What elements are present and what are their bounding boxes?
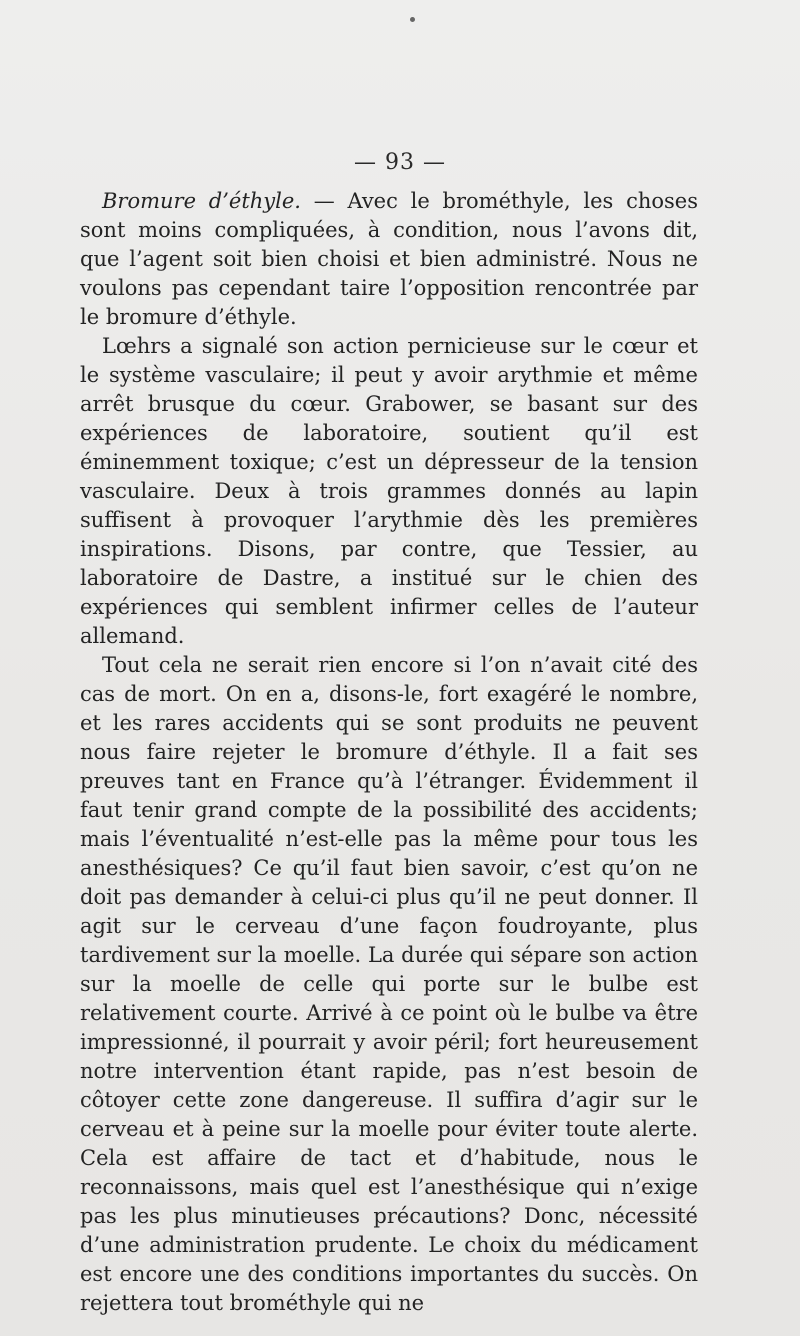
paragraph-accidents-and-precautions	[80, 651, 698, 1318]
text-block	[80, 187, 698, 1318]
paragraph-lead-title: Bromure d’éthyle.	[102, 189, 301, 213]
paragraph-lohrs-grabower	[80, 332, 698, 651]
paragraph-text: Tout cela ne serait rien encore si l’on n’avait cité des cas de mort. On en a, disons-le, fort exagéré le nombre, et les rares accidents qui se sont produits ne peuvent nous faire rejeter le bromure d’éthyle. Il a fait ses preuves tant en France qu’à l’étranger. Évidemment il faut tenir grand compte de la possibilité des accidents; mais l’éventualité n’est-elle pas la même pour tous les anesthésiques? Ce qu’il faut bien savoir, c’est qu’on ne doit pas demander à celui-ci plus qu’il ne peut donner. Il agit sur le cerveau d’une façon foudroyante, plus tardivement sur la moelle. La durée qui sépare son action sur la moelle de celle qui porte sur le bulbe est relativement courte. Arrivé à ce point où le bulbe va être impressionné, il pourrait y avoir péril; fort heureusement notre intervention étant rapide, pas n’est besoin de côtoyer cette zone dangereuse. Il suffira d’agir sur le cerveau et à peine sur la moelle pour éviter toute alerte. Cela est affaire de tact et d’habitude, nous le reconnaissons, mais quel est l’anesthésique qui n’exige pas les plus minutieuses précautions? Donc, nécessité d’une administration prudente. Le choix du médicament est encore une des conditions importantes du succès. On rejettera tout brométhyle qui ne	[80, 653, 698, 1315]
ink-speck	[410, 17, 415, 22]
paragraph-text: Lœhrs a signalé son action pernicieuse sur le cœur et le système vasculaire; il peut y avoir arythmie et même arrêt brusque du cœur. Grabower, se basant sur des expériences de laboratoire, soutient qu’il est éminemment toxique; c’est un dépresseur de la tension vasculaire. Deux à trois grammes donnés au lapin suffisent à provoquer l’arythmie dès les premières inspirations. Disons, par contre, que Tessier, au laboratoire de Dastre, a institué sur le chien des expériences qui semblent infirmer celles de l’auteur allemand.	[80, 334, 698, 648]
page-number: — 93 —	[354, 150, 446, 175]
paragraph-text: — Avec le brométhyle, les choses sont moins compliquées, à condition, nous l’avons dit, que l’agent soit bien choisi et bien administré. Nous ne voulons pas cependant taire l’opposition rencontrée par le bromure d’éthyle.	[80, 189, 699, 329]
paragraph-bromure-ethyle	[80, 187, 698, 332]
